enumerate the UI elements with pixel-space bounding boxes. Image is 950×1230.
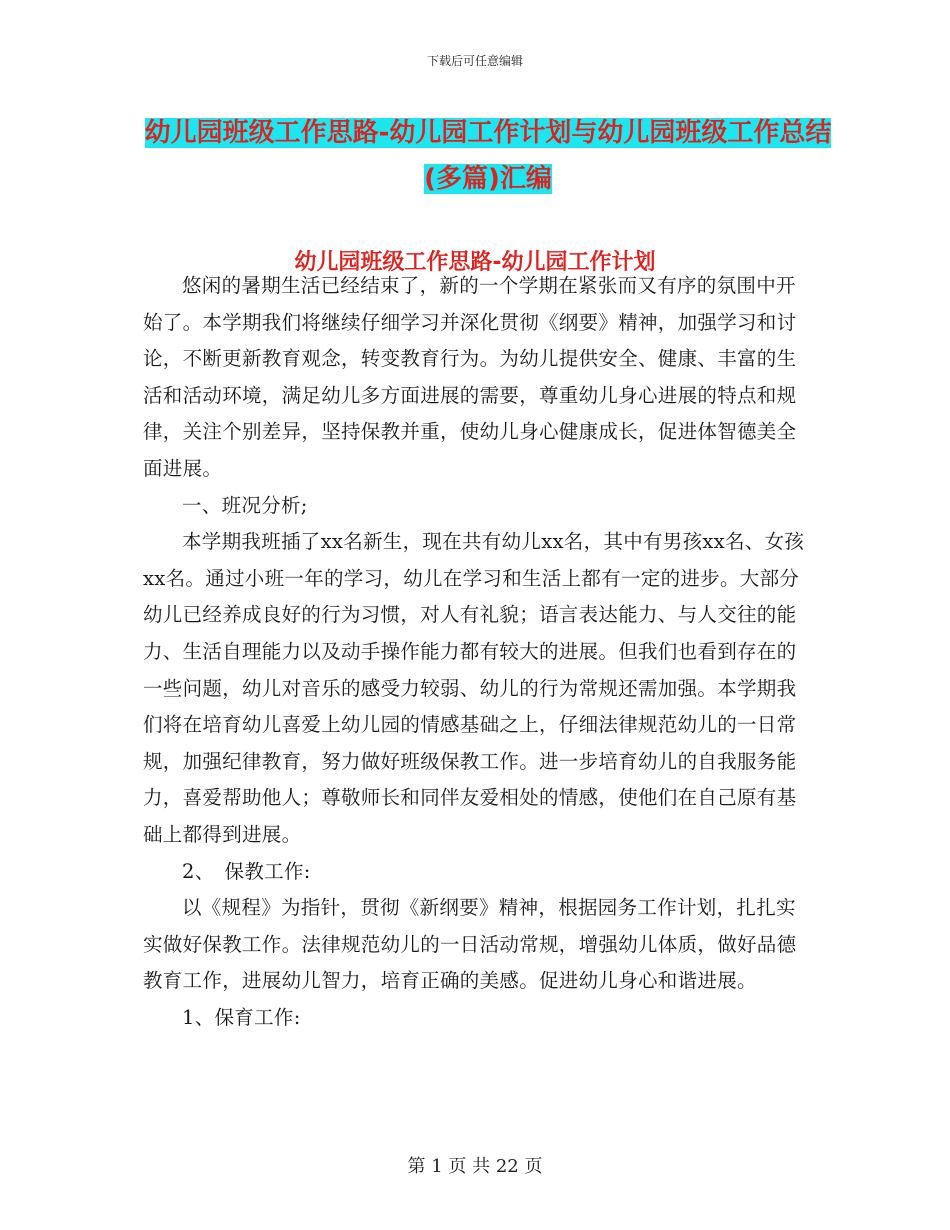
paragraph-class-analysis: 本学期我班插了xx名新生，现在共有幼儿xx名，其中有男孩xx名、女孩xx名。通过小班一年的学习，幼儿在学习和生活上都有一定的进步。大部分幼儿已经养成良好的行为习惯，对人有礼貌；语言表达能力、与人交往的能力、生活自理能力以及动手操作能力都有较大的进展。但我们也看到存在的一些问题，幼儿对音乐的感受力较弱、幼儿的行为常规还需加强。本学期我们将在培育幼儿喜爱上幼儿园的情感基础之上，仔细法律规范幼儿的一日常规，加强纪律教育，努力做好班级保教工作。进一步培育幼儿的自我服务能力，喜爱帮助他人；尊敬师长和同伴友爱相处的情感，使他们在自己原有基础上都得到进展。 [143,530,805,846]
document-title-text: 幼儿园班级工作思路-幼儿园工作计划与幼儿园班级工作总结(多篇)汇编 [144,118,832,194]
paragraph-intro: 悠闲的暑期生活已经结束了，新的一个学期在紧张而又有序的氛围中开始了。本学期我们将继续仔细学习并深化贯彻《纲要》精神，加强学习和讨论，不断更新教育观念，转变教育行为。为幼儿提供安全、健康、丰富的生活和活动环境，满足幼儿多方面进展的需要，尊重幼儿身心进展的特点和规律，关注个别差异，坚持保教并重，使幼儿身心健康成长，促进体智德美全面进展。 [143,274,797,480]
header-note: 下载后可任意编辑 [426,54,523,68]
document-title [143,110,833,202]
paragraph-heading-care-education: 2、 保教工作: [182,859,311,883]
paragraph-care-education: 以《规程》为指针，贯彻《新纲要》精神，根据园务工作计划，扎扎实实做好保教工作。法律规范幼儿的一日活动常规，增强幼儿体质，做好品德教育工作，进展幼儿智力，培育正确的美感。促进幼儿身心和谐进展。 [143,896,797,993]
paragraph-heading-class-analysis: 一、班况分析; [182,493,308,517]
document-body [143,268,809,1036]
page-number: 第 1 页 共 22 页 [407,1156,543,1177]
paragraph-heading-childcare: 1、保育工作: [182,1005,301,1029]
section-title: 幼儿园班级工作思路-幼儿园工作计划 [294,250,656,275]
